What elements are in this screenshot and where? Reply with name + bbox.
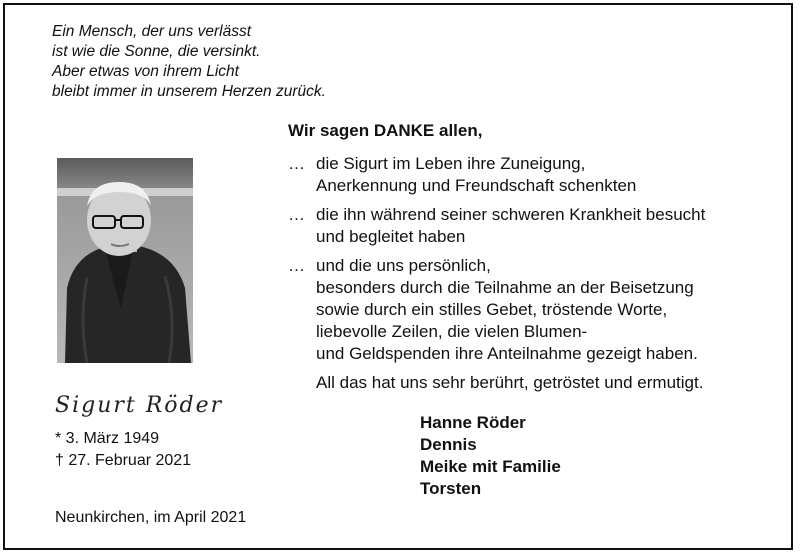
poem-line: Ein Mensch, der uns verlässt [52, 23, 252, 40]
thanks-heading: Wir sagen DANKE allen, [288, 121, 483, 140]
thanks-list [288, 153, 705, 394]
list-item-line: die ihn während seiner schweren Krankheit besucht [316, 205, 706, 224]
closing-line: All das hat uns sehr berührt, getröstet und ermutigt. [316, 373, 704, 392]
death-date: † 27. Februar 2021 [55, 452, 192, 469]
portrait-photo [57, 158, 193, 363]
place-date: Neunkirchen, im April 2021 [55, 509, 247, 526]
list-item-line: und die uns persönlich, [316, 256, 491, 275]
list-item-line: die Sigurt im Leben ihre Zuneigung, [316, 154, 586, 173]
family-member: Meike mit Familie [420, 457, 561, 476]
family-member: Hanne Röder [420, 413, 526, 432]
list-item [288, 255, 705, 365]
ellipsis-bullet: … [288, 154, 305, 173]
list-item-line: Anerkennung und Freundschaft schenkten [316, 176, 637, 195]
list-item-line: sowie durch ein stilles Gebet, tröstende Worte, [316, 300, 668, 319]
list-item-line: und Geldspenden ihre Anteilnahme gezeigt haben. [316, 344, 698, 363]
life-dates [55, 428, 191, 472]
poem-line: Aber etwas von ihrem Licht [52, 63, 239, 80]
poem-line: bleibt immer in unserem Herzen zurück. [52, 83, 326, 100]
ellipsis-bullet: … [288, 256, 305, 275]
poem-line: ist wie die Sonne, die versinkt. [52, 43, 261, 60]
signature-name: Sigurt Röder [55, 393, 224, 418]
family-member: Dennis [420, 435, 477, 454]
list-item-line: und begleitet haben [316, 227, 466, 246]
list-item-line: liebevolle Zeilen, die vielen Blumen- [316, 322, 588, 341]
list-item [288, 204, 705, 248]
list-item-line: besonders durch die Teilnahme an der Beisetzung [316, 278, 694, 297]
list-item [288, 153, 705, 197]
family-member: Torsten [420, 479, 482, 498]
birth-date: * 3. März 1949 [55, 430, 160, 447]
family-signatures [420, 412, 561, 500]
ellipsis-bullet: … [288, 205, 305, 224]
poem [52, 22, 326, 102]
